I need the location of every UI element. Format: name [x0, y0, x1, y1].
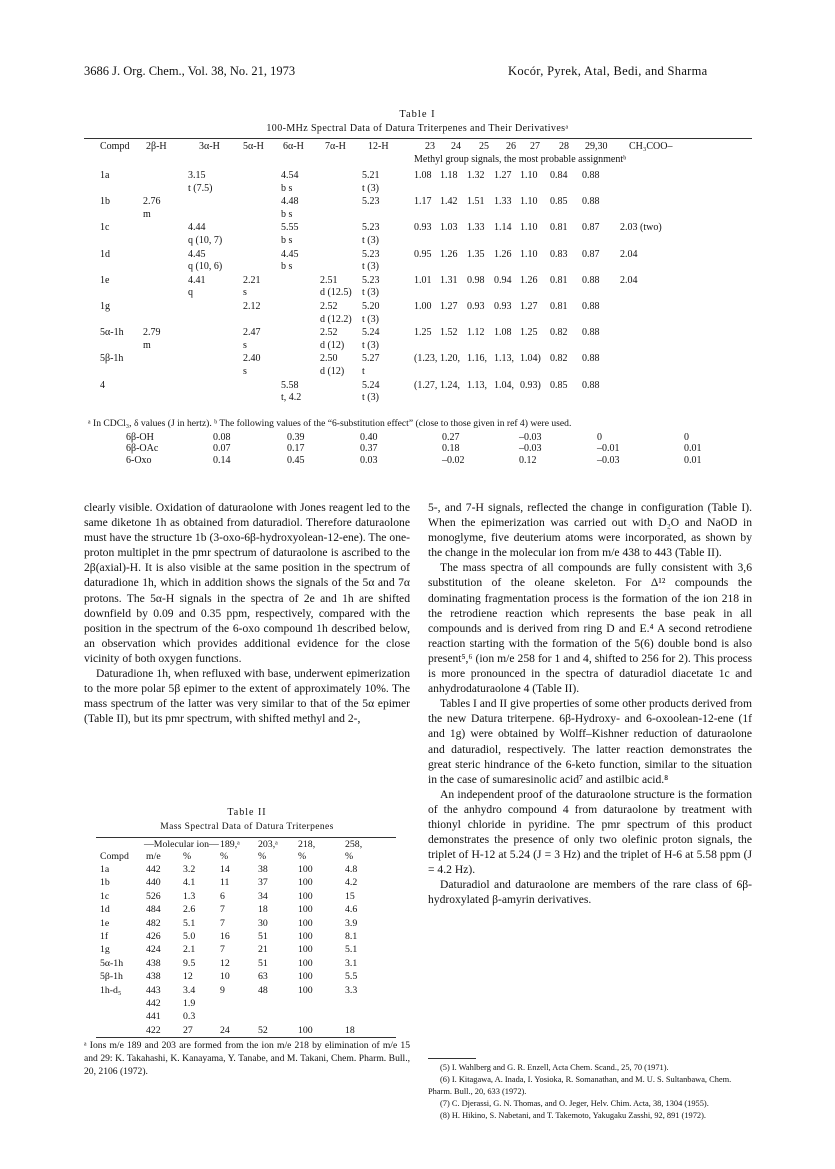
- table1-methyl-cell: 1.10: [520, 222, 538, 234]
- table1-methyl-cell: 0.87: [582, 248, 600, 260]
- table1-cell-multiplicity: d (12.5): [320, 287, 352, 299]
- table1-compd: 4: [100, 379, 105, 391]
- table2-cell: 51: [258, 931, 268, 942]
- table2-compd: 5β-1h: [100, 971, 123, 983]
- table2-cell: 441: [146, 1011, 161, 1023]
- table2-cell: 52: [258, 1024, 268, 1036]
- table2-compd: 1g: [100, 944, 110, 956]
- table2-cell: 12: [183, 971, 193, 983]
- table1-methyl-cell: 0.95: [414, 248, 432, 260]
- table2-cell: 3.4: [183, 984, 196, 996]
- table1-cell: 5.27: [362, 353, 380, 365]
- table1-effect-value: 0.12: [519, 454, 537, 466]
- table2-cell: 5.1: [183, 917, 196, 929]
- paragraph: The mass spectra of all compounds are fully consistent with 3,6 substitution of the oleane skeleton. For Δ¹² compounds the dominating fragmentation process is the formation of the ion 218 in the retrodiene reaction which represents the base peak in all compounds and is derived from ring D and E.⁴ A second retrodiene reaction starting with the formation of the 5(6) double bond is also present⁵,⁶ (ion m/e 258 for 1 and 4, shifted to 256 for 2). This process is more pronounced in the spectra of daturadiol diacetate 1c and anhydrodaturaolone 4 (Table II).: [428, 561, 752, 696]
- table1-cell-multiplicity: s: [243, 287, 247, 299]
- table1-compd: 1d: [100, 248, 110, 260]
- table1-methyl-cell: 1.04,: [494, 379, 514, 391]
- table1-methyl-cell: 1.20,: [440, 353, 460, 365]
- table2-caption: Table II: [227, 807, 267, 818]
- table1-caption: Table I: [399, 109, 436, 120]
- table1-cell: 4.48: [281, 196, 299, 208]
- table1-cell: 2.51: [320, 274, 338, 286]
- table2-cell: 63: [258, 971, 268, 983]
- table1-methyl-cell: 1.42: [440, 196, 458, 208]
- table1-methyl-cell: 1.33: [494, 196, 512, 208]
- table2-cell: 16: [220, 931, 230, 942]
- table2-compd: 5α-1h: [100, 957, 124, 969]
- table2-cell: 4.8: [345, 864, 358, 875]
- running-header-left: 3686 J. Org. Chem., Vol. 38, No. 21, 1973: [84, 64, 296, 78]
- table1-compd: 1g: [100, 301, 110, 312]
- table1-methyl-cell: 0.88: [582, 353, 600, 365]
- table2-header-unit: %: [220, 851, 229, 862]
- table1-header-cell: 7α-H: [325, 141, 346, 152]
- table2-cell: 9.5: [183, 957, 196, 969]
- reference: (5) I. Wahlberg and G. R. Enzell, Acta Chem. Scand., 25, 70 (1971).: [440, 1063, 669, 1072]
- table1-effect-value: –0.03: [519, 432, 542, 443]
- table1-header-cell: 12-H: [368, 141, 389, 152]
- table1-cell-multiplicity: m: [143, 208, 151, 220]
- table2-cell: 100: [298, 931, 313, 942]
- table1-methyl-cell: (1.27,: [414, 379, 438, 391]
- table2-cell: 3.1: [345, 957, 358, 969]
- table2-compd: 1h-d₅: [100, 984, 122, 996]
- table2-cell: 438: [146, 957, 161, 969]
- table1-methyl-cell: 0.85: [550, 379, 568, 391]
- table1-methyl-cell: 0.82: [550, 353, 568, 365]
- table2-cell: 526: [146, 890, 161, 902]
- table1-methyl-cell: 0.84: [550, 170, 568, 181]
- table2-cell: 7: [220, 944, 225, 956]
- table1-methyl-cell: 0.94: [494, 274, 512, 286]
- table1-methyl-cell: 1.32: [467, 170, 485, 181]
- table1-cell-multiplicity: s: [243, 339, 247, 351]
- table1-cell: 5.23: [362, 222, 380, 234]
- table2-cell: 4.1: [183, 877, 196, 889]
- table1-cell: 5.20: [362, 301, 380, 312]
- table2-compd: 1b: [100, 877, 110, 889]
- table2-cell: 100: [298, 864, 313, 875]
- table1-cell-multiplicity: t (3): [362, 339, 379, 351]
- table1-methyl-cell: 0.93: [494, 301, 512, 312]
- table1-methyl-cell: 1.27: [440, 301, 458, 312]
- table1-effect-value: 0.39: [287, 432, 305, 443]
- table1-methyl-cell: 1.31: [440, 274, 458, 286]
- paragraph: Tables I and II give properties of some other products derived from the new Datura triterpene. 6β-Hydroxy- and 6-oxoolean-12-ene (1f and 1g) were obtained by Wolff–Kishner reduction of daturaolone and daturadiol, respectively. The latter reaction demonstrates the great steric hindrance of the 6-keto function, similar to the situation in the case of sumaresinolic acid⁷ and astilbic acid.⁸: [428, 697, 752, 786]
- table1-methyl-cell: 0.82: [550, 327, 568, 339]
- table1-cell-multiplicity: t (3): [362, 313, 379, 325]
- table1-methyl-cell: 0.88: [582, 301, 600, 312]
- table1-compd: 1c: [100, 222, 110, 234]
- table1-methyl-cell: 0.98: [467, 274, 485, 286]
- table1-cell: 4.45: [281, 248, 299, 260]
- table2-cell: 100: [298, 917, 313, 929]
- table1-methyl-cell: 1.16,: [467, 353, 487, 365]
- table1-cell: 2.50: [320, 353, 338, 365]
- table1-methyl-cell: 1.04): [520, 353, 541, 365]
- table2-cell: 1.9: [183, 998, 196, 1009]
- reference: (8) H. Hikino, S. Nabetani, and T. Takemoto, Yakugaku Zasshi, 92, 891 (1972).: [440, 1111, 706, 1120]
- table1-effect-label: 6β-OAc: [126, 443, 159, 455]
- table1-cell: 2.76: [143, 196, 161, 208]
- running-header-authors: Kocór, Pyrek, Atal, Bedi, and Sharma: [508, 64, 708, 78]
- table1-effect-value: 0.45: [287, 454, 305, 466]
- table1-footnote: ᵃ In CDCl₃, δ values (J in hertz). ᵇ The following values of the “6-substitution effect” (close to those given in ref 4) were used.: [88, 418, 572, 429]
- table1-cell-multiplicity: b s: [281, 261, 293, 273]
- table1-effect-label: 6-Oxo: [126, 454, 152, 466]
- table2-cell: 24: [220, 1024, 230, 1036]
- table1-header-cell: 27: [530, 141, 540, 152]
- table1-acetate-cell: 2.04: [620, 274, 638, 286]
- table2-compd: 1c: [100, 890, 110, 902]
- table1-methyl-cell: 1.18: [440, 170, 458, 181]
- table1-cell-multiplicity: t (3): [362, 392, 379, 404]
- table1-cell: 5.58: [281, 379, 299, 391]
- table1-methyl-cell: 1.24,: [440, 379, 460, 391]
- table2-cell: 6: [220, 890, 225, 902]
- table2-cell: 2.6: [183, 904, 196, 916]
- table1-cell-multiplicity: b s: [281, 182, 293, 194]
- table2-cell: 4.2: [345, 877, 358, 889]
- table1-methyl-cell: 1.27: [520, 301, 538, 312]
- table2-cell: 48: [258, 984, 268, 996]
- table2-cell: 422: [146, 1024, 161, 1036]
- table1-methyl-cell: 1.03: [440, 222, 458, 234]
- table1-methyl-cell: 0.93: [414, 222, 432, 234]
- table1-effect-value: 0.18: [442, 443, 460, 455]
- table1-effect-value: 0.01: [684, 454, 702, 466]
- table1-methyl-cell: 1.10: [520, 170, 538, 181]
- table1-cell-multiplicity: t, 4.2: [281, 392, 302, 404]
- table2-cell: 0.3: [183, 1011, 196, 1023]
- table1-methyl-cell: 0.88: [582, 327, 600, 339]
- table2-cell: 100: [298, 957, 313, 969]
- table1-acetate-cell: 2.04: [620, 248, 638, 260]
- table2-cell: 11: [220, 877, 230, 889]
- table1-methyl-cell: 1.52: [440, 327, 458, 339]
- table1-effect-value: –0.03: [519, 443, 542, 455]
- table1-methyl-cell: 1.12: [467, 327, 485, 339]
- table2-header-cell: 218,: [298, 839, 316, 850]
- table1-cell: 2.52: [320, 301, 338, 312]
- table1-methyl-cell: 0.81: [550, 301, 568, 312]
- table1-methyl-cell: 1.26: [440, 248, 458, 260]
- table1-methyl-cell: 1.13,: [494, 353, 514, 365]
- table1-cell: 3.15: [188, 170, 206, 181]
- table1-cell-multiplicity: d (12.2): [320, 313, 352, 325]
- table2-cell: 100: [298, 971, 313, 983]
- table1-cell-multiplicity: t (3): [362, 287, 379, 299]
- table2-cell: 27: [183, 1024, 193, 1036]
- table1-header-cell: 5α-H: [243, 141, 264, 152]
- table1-compd: 1b: [100, 196, 110, 208]
- table1-methyl-cell: 1.14: [494, 222, 512, 234]
- table1-methyl-cell: 1.27: [494, 170, 512, 181]
- table1-methyl-cell: 1.10: [520, 196, 538, 208]
- table1-header-cell: Compd: [100, 141, 130, 152]
- table2-cell: 51: [258, 957, 268, 969]
- table1-cell: 2.79: [143, 327, 161, 339]
- table1-header-cell: 25: [479, 141, 489, 152]
- table1-cell: 2.47: [243, 327, 261, 339]
- table2-header-unit: %: [298, 851, 307, 862]
- table1-effect-value: 0.27: [442, 432, 460, 443]
- table1-cell-multiplicity: t (3): [362, 182, 379, 194]
- table1-methyl-cell: 0.81: [550, 274, 568, 286]
- table1-header-cell: 2β-H: [146, 141, 167, 152]
- paragraph: Daturadiol and daturaolone are members of the rare class of 6β-hydroxylated β-amyrin derivatives.: [428, 878, 752, 907]
- table1-methyl-cell: 0.93): [520, 379, 541, 391]
- table1-header-cell: 26: [506, 141, 516, 152]
- table1-cell-multiplicity: q (10, 6): [188, 261, 223, 273]
- right-column-text: [428, 500, 752, 908]
- table2-cell: 14: [220, 864, 230, 875]
- table2-cell: 100: [298, 1024, 313, 1036]
- reference: (7) C. Djerassi, G. N. Thomas, and O. Jeger, Helv. Chim. Acta, 38, 1304 (1955).: [440, 1099, 709, 1108]
- table1-effect-value: –0.03: [597, 454, 620, 466]
- table1-methyl-cell: 1.01: [414, 274, 432, 286]
- paragraph: 5-, and 7-H signals, reflected the change in configuration (Table I). When the epimerization was carried out with D₂O and NaOD in monoglyme, five deuterium atoms were incorporated, as shown by the change in the molecular ion from m/e 438 to 443 (Table II).: [428, 501, 752, 560]
- table1-methyl-cell: 1.08: [494, 327, 512, 339]
- table1-cell-multiplicity: b s: [281, 234, 293, 246]
- table1-cell-multiplicity: d (12): [320, 365, 345, 377]
- table1-cell: 4.44: [188, 222, 206, 234]
- table1-effect-label: 6β-OH: [126, 432, 154, 443]
- table2-cell: 424: [146, 944, 161, 956]
- table1-methyl-cell: 1.13,: [467, 379, 487, 391]
- table1-compd: 1e: [100, 274, 110, 286]
- references: [428, 1062, 752, 1122]
- table1-compd: 1a: [100, 170, 110, 181]
- table2-compd: 1e: [100, 917, 110, 929]
- table2-top-rule: [96, 837, 396, 838]
- table2-cell: 4.6: [345, 904, 358, 916]
- table1-top-rule: [84, 138, 752, 139]
- table2-cell: 21: [258, 944, 268, 956]
- table1-cell: 5.55: [281, 222, 299, 234]
- table1-cell-multiplicity: q (10, 7): [188, 234, 223, 246]
- table2-cell: 3.2: [183, 864, 196, 875]
- table2-compd: 1a: [100, 864, 110, 875]
- table2-compd: 1d: [100, 904, 110, 916]
- table1-methyl-cell: 0.85: [550, 196, 568, 208]
- table1-cell-multiplicity: d (12): [320, 339, 345, 351]
- table1-methyl-cell: 1.33: [467, 222, 485, 234]
- table1-cell: 5.21: [362, 170, 380, 181]
- table2-cell: 100: [298, 877, 313, 889]
- table1-methyl-cell: 1.26: [494, 248, 512, 260]
- table1-methyl-cell: 0.88: [582, 274, 600, 286]
- table2-cell: 482: [146, 917, 161, 929]
- table1-methyl-cell: 1.51: [467, 196, 485, 208]
- table2-header-cell: 258,: [345, 839, 363, 850]
- table1-methyl-cell: 1.00: [414, 301, 432, 312]
- table1-methyl-cell: (1.23,: [414, 353, 438, 365]
- left-column-text: [84, 500, 410, 726]
- table1-effect-value: 0: [597, 432, 602, 443]
- table1-effect-value: 0.01: [684, 443, 702, 455]
- table2-cell: 7: [220, 917, 225, 929]
- reference: (6) I. Kitagawa, A. Inada, I. Yosioka, R. Somanathan, and M. U. S. Sultanbawa, Chem. Pharm. Bull., 20, 633 (1972).: [428, 1075, 732, 1096]
- table1-methyl-cell: 0.83: [550, 248, 568, 260]
- table2-cell: 3.9: [345, 917, 358, 929]
- table1-methyl-cell: 1.26: [520, 274, 538, 286]
- table2-cell: 426: [146, 931, 161, 942]
- table2-cell: 37: [258, 877, 268, 889]
- table2-compd: 1f: [100, 931, 109, 942]
- table1-effect-value: 0.14: [213, 454, 231, 466]
- table2-cell: 9: [220, 984, 225, 996]
- table2-header-cell: 203,ᵃ: [258, 839, 278, 850]
- table2-cell: 2.1: [183, 944, 196, 956]
- table2-cell: 443: [146, 984, 161, 996]
- table1-methyl-cell: 0.88: [582, 379, 600, 391]
- table2-cell: 8.1: [345, 931, 358, 942]
- table2-cell: 38: [258, 864, 268, 875]
- table1-methyl-cell: 1.35: [467, 248, 485, 260]
- table2-cell: 100: [298, 904, 313, 916]
- table1-effect-value: 0.17: [287, 443, 305, 455]
- references-rule: [428, 1058, 476, 1059]
- table2-cell: 3.3: [345, 984, 358, 996]
- table1-effect-value: 0: [684, 432, 689, 443]
- table2-footnote: ᵃ Ions m/e 189 and 203 are formed from the ion m/e 218 by elimination of m/e 15 and 29: K. Takahashi, K. Kanayama, Y. Tanabe, and M. Takani, Chem. Pharm. Bull., 20, 2106 (1972).: [84, 1040, 410, 1077]
- table1-cell: 4.54: [281, 170, 299, 181]
- table1-methyl-header: Methyl group signals, the most probable assignmentᵇ: [414, 154, 627, 165]
- table1-effect-value: –0.02: [442, 454, 465, 466]
- table2-cell: 442: [146, 864, 161, 875]
- table1-header-cell: 23: [425, 141, 435, 152]
- table2-cell: 484: [146, 904, 161, 916]
- table1-effect-value: 0.07: [213, 443, 231, 455]
- table1-cell-multiplicity: m: [143, 339, 151, 351]
- table2-cell: 12: [220, 957, 230, 969]
- table1-methyl-cell: 1.10: [520, 248, 538, 260]
- table2-cell: 100: [298, 944, 313, 956]
- table1-cell: 2.12: [243, 301, 261, 312]
- table2-cell: 18: [258, 904, 268, 916]
- table2-cell: 440: [146, 877, 161, 889]
- table2-cell: 10: [220, 971, 230, 983]
- table1-cell-multiplicity: q: [188, 287, 193, 299]
- table1-methyl-cell: 0.88: [582, 170, 600, 181]
- table2-cell: 15: [345, 890, 355, 902]
- table1-cell: 5.23: [362, 196, 380, 208]
- table1-cell-multiplicity: t (7.5): [188, 182, 213, 194]
- table1-cell-multiplicity: t: [362, 365, 365, 377]
- table1-header-cell: 29,30: [585, 141, 608, 152]
- table1-effect-value: 0.03: [360, 454, 378, 466]
- table2-header-unit: %: [258, 851, 267, 862]
- table1-cell-multiplicity: s: [243, 365, 247, 377]
- table1-title: 100-MHz Spectral Data of Datura Triterpenes and Their Derivativesᵃ: [266, 123, 569, 134]
- table2-header-cell: 189,ᵃ: [220, 839, 240, 850]
- table2-header-unit: %: [345, 851, 354, 862]
- paragraph: An independent proof of the daturaolone structure is the formation of the anhydro compound 4 from daturaolone by treatment with thionyl chloride in pyridine. The pmr spectrum of this product demonstrates the presence of only two olefinic proton signals, the triplet of H-12 at 5.24 (J = 3 Hz) and the triplet of H-6 at 5.58 ppm (J = 4.2 Hz).: [428, 787, 752, 877]
- table2-cell: 18: [345, 1024, 355, 1036]
- table2-cell: 438: [146, 971, 161, 983]
- paragraph: Daturadione 1h, when refluxed with base, underwent epimerization to the more polar 5β epimer to the extent of approximately 10%. The mass spectrum of the latter was very similar to that of the 5α epimer (Table II), but its pmr spectrum, with shifted methyl and 2-,: [84, 667, 410, 726]
- table2-bottom-rule: [96, 1037, 396, 1038]
- table1-compd: 5α-1h: [100, 327, 124, 339]
- table1-cell-multiplicity: t (3): [362, 234, 379, 246]
- table1-cell: 2.40: [243, 353, 261, 365]
- table1-methyl-cell: 0.87: [582, 222, 600, 234]
- table1-methyl-cell: 0.93: [467, 301, 485, 312]
- table2-title: Mass Spectral Data of Datura Triterpenes: [160, 822, 334, 832]
- table1-methyl-cell: 1.08: [414, 170, 432, 181]
- table2-cell: 100: [298, 984, 313, 996]
- table1-methyl-cell: 0.88: [582, 196, 600, 208]
- table2-cell: 442: [146, 998, 161, 1009]
- table1-header-cell: 24: [451, 141, 461, 152]
- table1-acetate-cell: 2.03 (two): [620, 222, 662, 234]
- table1-cell: 4.45: [188, 248, 206, 260]
- table2-cell: 5.1: [345, 944, 358, 956]
- table1-header-cell: 6α-H: [283, 141, 304, 152]
- table1-cell: 5.24: [362, 379, 380, 391]
- table1-cell: 5.23: [362, 248, 380, 260]
- table1-cell: 5.24: [362, 327, 380, 339]
- table1-effect-value: 0.40: [360, 432, 378, 443]
- table2-cell: 34: [258, 890, 268, 902]
- table2-cell: 100: [298, 890, 313, 902]
- table1-header-cell: CH₃COO–: [629, 141, 673, 152]
- table1-header-cell: 3α-H: [199, 141, 220, 152]
- table2-cell: 5.0: [183, 931, 196, 942]
- table1-cell-multiplicity: t (3): [362, 261, 379, 273]
- table1-header-cell: 28: [559, 141, 569, 152]
- table1-effect-value: –0.01: [597, 443, 620, 455]
- table1-effect-value: 0.37: [360, 443, 378, 455]
- table1-compd: 5β-1h: [100, 353, 124, 365]
- table1-methyl-cell: 1.25: [414, 327, 432, 339]
- table2-header-cell: %: [183, 851, 192, 862]
- table2-cell: 30: [258, 917, 268, 929]
- table1-methyl-cell: 0.81: [550, 222, 568, 234]
- table1-cell: 4.41: [188, 274, 206, 286]
- table1-cell: 5.23: [362, 274, 380, 286]
- table2-cell: 7: [220, 904, 225, 916]
- table1-cell-multiplicity: b s: [281, 208, 293, 220]
- table1-effect-value: 0.08: [213, 432, 231, 443]
- table2-group-header: —Molecular ion—: [144, 839, 219, 850]
- table1-methyl-cell: 1.17: [414, 196, 432, 208]
- paragraph: clearly visible. Oxidation of daturaolone with Jones reagent led to the same diketone 1h as obtained from daturadiol. Therefore daturaolone must have the structure 1b (3-oxo-6β-hydroxyolean-12-ene). The one-proton multiplet in the pmr spectrum of daturaolone is ascribed to the 2β(axial)-H. It is also visible at the same position in the spectrum of daturadione 1h, which in addition shows the signals of the 5α and 7α protons. The 5α-H signals in the spectra of 2e and 1h are shifted downfield by 0.09 and 0.35 ppm, respectively, compared with the position in the spectrum of the 6-oxo compound 1h described below, an observation which provides additional evidence for the close vicinity of both oxygen functions.: [84, 501, 410, 665]
- table2-cell: 5.5: [345, 971, 358, 983]
- table2-cell: 1.3: [183, 890, 196, 902]
- table1-cell: 2.52: [320, 327, 338, 339]
- table2-header-cell: m/e: [146, 851, 161, 862]
- table2-header-cell: Compd: [100, 851, 129, 862]
- table1-cell: 2.21: [243, 274, 261, 286]
- table1-methyl-cell: 1.25: [520, 327, 538, 339]
